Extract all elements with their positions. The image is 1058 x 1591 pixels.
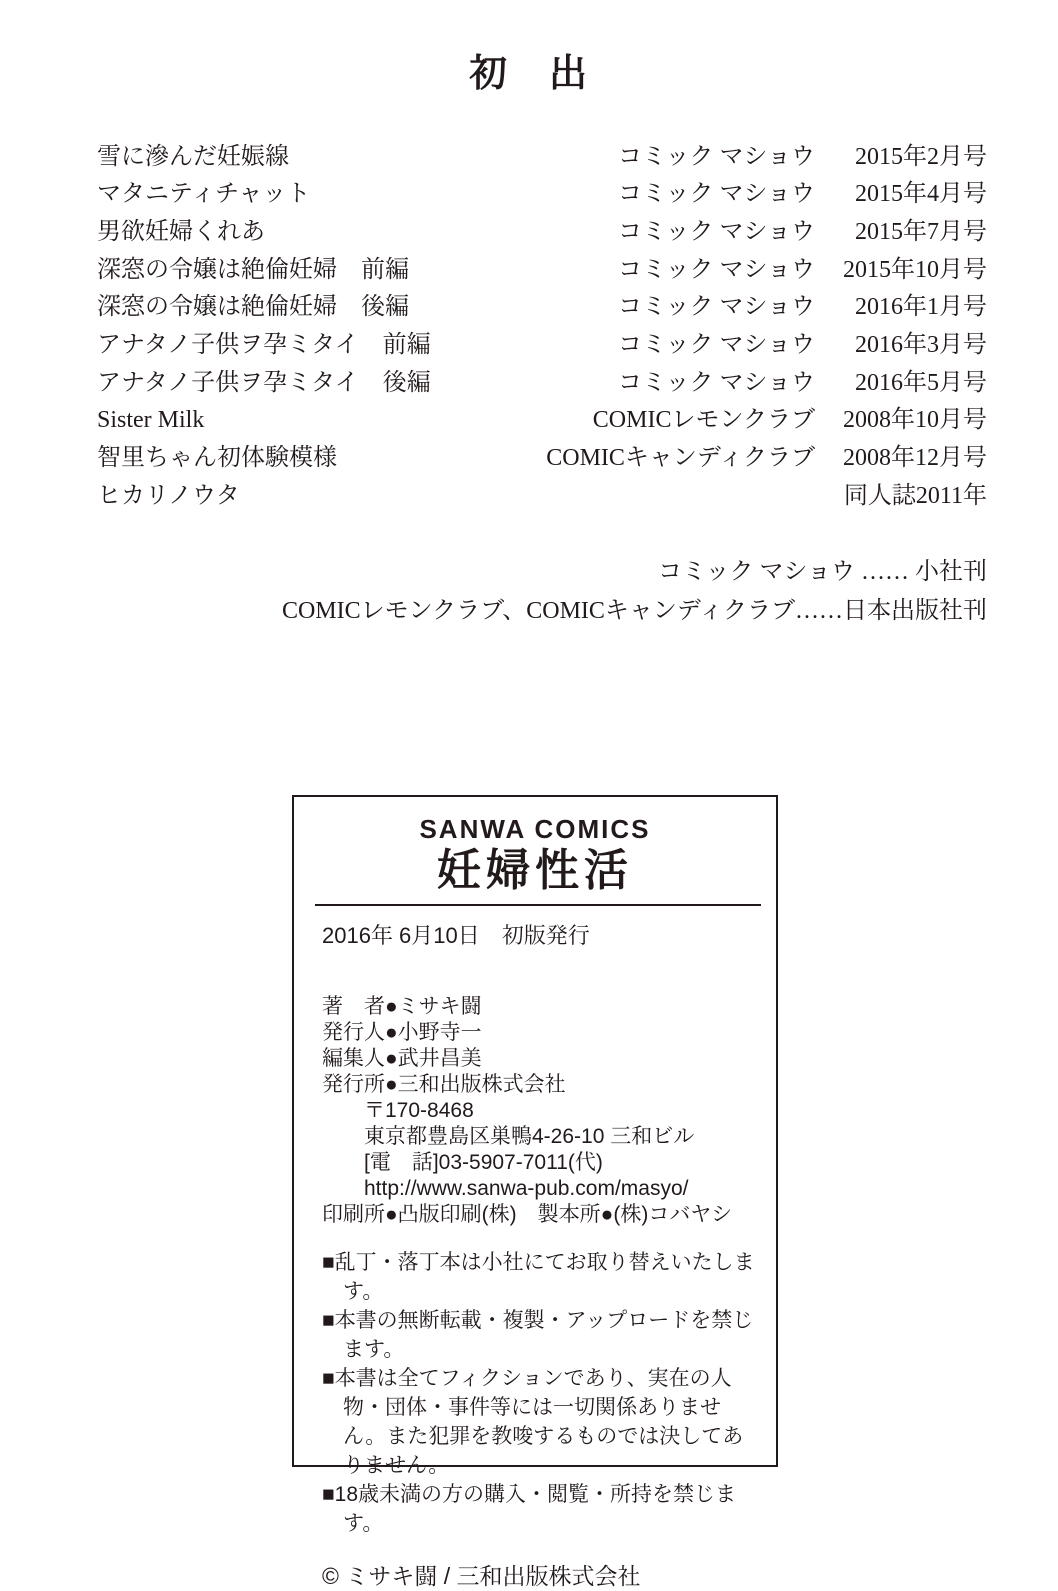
publication-row — [97, 324, 987, 362]
publication-row — [97, 362, 987, 400]
imprint-label: SANWA COMICS — [419, 814, 651, 844]
postal-code: 〒170-8468 — [364, 1098, 474, 1122]
street-address: 東京都豊島区巣鴨4-26-10 三和ビル — [364, 1124, 695, 1148]
issue-date: 2015年4月号 — [855, 181, 987, 208]
editor-credit: 編集人●武井昌美 — [322, 1046, 482, 1070]
issue-date: 同人誌2011年 — [843, 482, 987, 509]
work-title: 智里ちゃん初体験模様 — [97, 445, 337, 472]
work-title: ヒカリノウタ — [97, 482, 240, 509]
publication-row — [97, 286, 987, 324]
publication-row — [97, 211, 987, 249]
issue-date: 2016年3月号 — [855, 332, 987, 359]
magazine-name: コミック マショウ — [617, 143, 815, 170]
issue-date: 2016年1月号 — [855, 294, 987, 321]
book-title: 妊婦性活 — [437, 846, 633, 895]
notice-fiction: ■本書は全てフィクションであり、実在の人物・団体・事件等には一切関係ありません。また犯罪を教唆するものでは決してありません。 — [322, 1366, 744, 1477]
issue-date: 2015年7月号 — [855, 218, 987, 245]
issue-date: 2015年10月号 — [843, 256, 987, 283]
publication-row — [97, 399, 987, 437]
publisher-note: コミック マショウ …… 小社刊 — [657, 559, 987, 586]
work-title: マタニティチャット — [97, 181, 311, 208]
publication-row — [97, 173, 987, 211]
title-divider — [315, 904, 761, 906]
website-url: http://www.sanwa-pub.com/masyo/ — [364, 1176, 689, 1200]
publisher-note: COMICレモンクラブ、COMICキャンディクラブ……日本出版社刊 — [281, 598, 987, 625]
magazine-name: コミック マショウ — [617, 256, 815, 283]
printer-credit: 印刷所●凸版印刷(株) 製本所●(株)コバヤシ — [322, 1202, 733, 1226]
magazine-name: COMICレモンクラブ — [592, 407, 815, 434]
magazine-name: コミック マショウ — [617, 181, 815, 208]
credits-block — [294, 994, 776, 1098]
issue-date: 2015年2月号 — [855, 143, 987, 170]
work-title: 深窓の令嬢は絶倫妊婦 前編 — [97, 256, 409, 283]
publisher-notes — [97, 553, 987, 631]
legal-notices — [322, 1248, 758, 1538]
publication-row — [97, 136, 987, 174]
copyright: © ミサキ闘 / 三和出版株式会社 — [322, 1562, 641, 1589]
magazine-name: COMICキャンディクラブ — [546, 445, 815, 472]
magazine-name: コミック マショウ — [617, 369, 815, 396]
notice-replacement: ■乱丁・落丁本は小社にてお取り替えいたします。 — [322, 1250, 755, 1303]
publication-row — [97, 437, 987, 475]
magazine-name: コミック マショウ — [617, 218, 815, 245]
work-title: Sister Milk — [97, 407, 205, 434]
issue-date: 2008年12月号 — [843, 445, 987, 472]
work-title: 男欲妊婦くれあ — [97, 218, 265, 245]
colophon-page — [0, 52, 1058, 1589]
phone-number: [電 話]03-5907-7011(代) — [364, 1150, 603, 1174]
issue-date: 2008年10月号 — [843, 407, 987, 434]
magazine-name: コミック マショウ — [617, 332, 815, 359]
publishing-house-credit: 発行所●三和出版株式会社 — [322, 1072, 566, 1096]
work-title: アナタノ子供ヲ孕ミタイ 後編 — [97, 369, 431, 396]
edition-date: 2016年 6月10日 初版発行 — [322, 922, 590, 948]
publication-row — [97, 475, 987, 513]
address-block — [294, 1098, 776, 1202]
colophon-box — [292, 795, 778, 1589]
issue-date: 2016年5月号 — [855, 369, 987, 396]
publisher-credit: 発行人●小野寺一 — [322, 1020, 482, 1044]
work-title: 深窓の令嬢は絶倫妊婦 後編 — [97, 294, 409, 321]
work-title: アナタノ子供ヲ孕ミタイ 前編 — [97, 332, 431, 359]
first-publication-list — [97, 136, 987, 513]
magazine-name: コミック マショウ — [617, 294, 815, 321]
notice-age-restriction: ■18歳未満の方の購入・閲覧・所持を禁じます。 — [322, 1482, 737, 1535]
work-title: 雪に滲んだ妊娠線 — [97, 143, 289, 170]
publication-row — [97, 249, 987, 287]
author-credit: 著 者●ミサキ闘 — [322, 994, 482, 1018]
page-title: 初 出 — [468, 53, 589, 95]
notice-no-reproduction: ■本書の無断転載・複製・アップロードを禁じます。 — [322, 1308, 754, 1361]
